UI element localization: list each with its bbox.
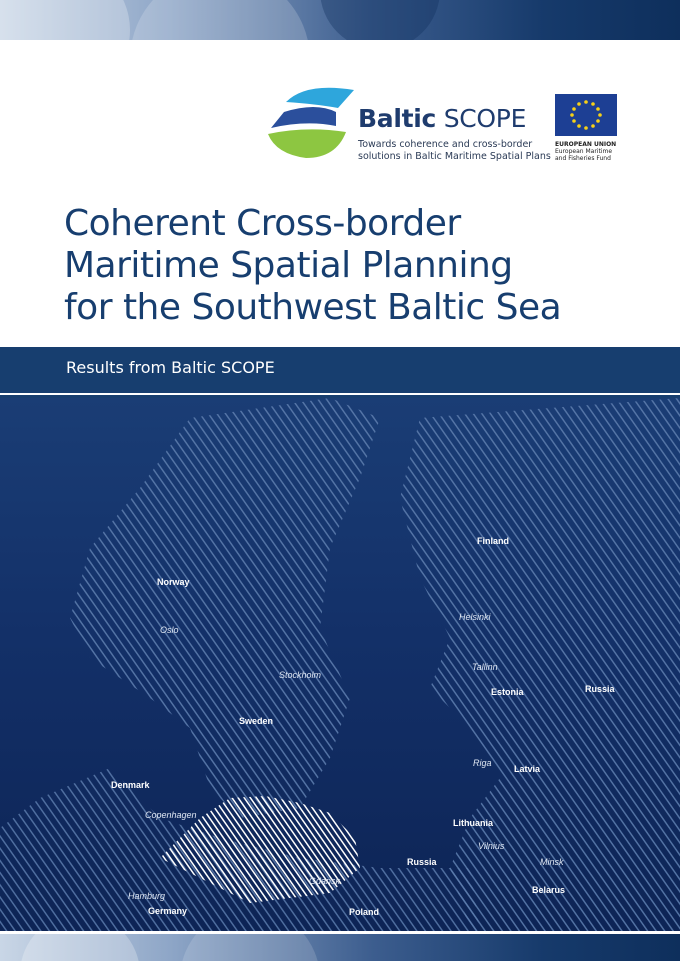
map-label-city: Gdansk [309,876,341,886]
map-label-country: Denmark [111,780,150,790]
map-label-country: Finland [477,536,509,546]
map-label-city: Helsinki [459,612,491,622]
baltic-region-map [0,398,680,931]
map-label-country: Lithuania [453,818,493,828]
brand-tagline: Towards coherence and cross-border solutions in Baltic Maritime Spatial Plans [358,139,551,162]
bottom-decorative-band [0,934,680,961]
map-label-country: Poland [349,907,380,917]
brand-name: Baltic SCOPE [358,104,527,133]
map-label-city: Riga [473,758,492,768]
map-label-country: Russia [585,684,615,694]
baltic-scope-globe-icon [266,82,356,162]
map-label-city: Minsk [540,857,564,867]
map-label-country: Estonia [491,687,524,697]
map-label-country: Norway [157,577,190,587]
finland-russia-landmass [400,398,680,931]
title-line: Coherent Cross-border [64,203,461,244]
map-label-country: Belarus [532,885,566,895]
map-label-city: Vilnius [478,841,505,851]
subtitle: Results from Baltic SCOPE [66,358,275,377]
map-label-city: Copenhagen [145,810,197,820]
title-line: Maritime Spatial Planning [64,245,513,286]
top-decorative-band [0,0,680,40]
map-label-city: Oslo [160,625,179,635]
map-label-city: Hamburg [128,891,166,901]
map-label-country: Sweden [239,716,274,726]
eu-fund-label: EUROPEAN UNION European Maritime and Fisheries Fund [555,141,617,162]
map-label-country: Russia [407,857,437,867]
map-label-city: Tallinn [472,662,498,672]
map-label-country: Latvia [514,764,541,774]
title-line: for the Southwest Baltic Sea [64,287,562,328]
map-illustration [0,398,680,931]
scandinavia-landmass [70,398,380,818]
map-label-country: Germany [148,906,188,916]
bubble-pattern [0,0,680,40]
page-title [64,203,664,329]
eu-flag-icon [555,94,617,136]
map-label-city: Stockholm [279,670,322,680]
bubble-pattern [0,934,680,961]
